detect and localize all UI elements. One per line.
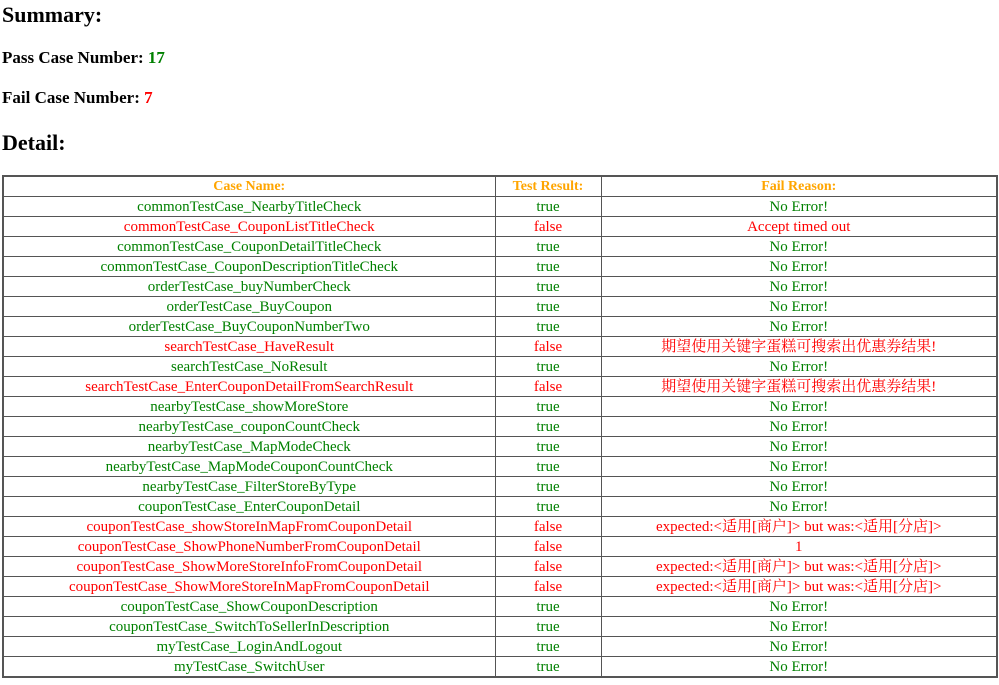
fail-reason-cell: No Error! <box>601 397 997 417</box>
case-name-cell: couponTestCase_ShowMoreStoreInMapFromCouponDetail <box>3 577 495 597</box>
fail-reason-cell: expected:<适用[商户]> but was:<适用[分店]> <box>601 517 997 537</box>
results-body <box>3 197 997 678</box>
fail-reason-cell: Accept timed out <box>601 217 997 237</box>
case-name-cell: couponTestCase_EnterCouponDetail <box>3 497 495 517</box>
test-result-cell: true <box>495 237 601 257</box>
table-header-row <box>3 176 997 197</box>
fail-reason-cell: 期望使用关键字蛋糕可搜索出优惠券结果! <box>601 337 997 357</box>
fail-reason-cell: No Error! <box>601 437 997 457</box>
test-result-cell: false <box>495 337 601 357</box>
pass-case-count: 17 <box>147 48 165 67</box>
fail-reason-cell: No Error! <box>601 237 997 257</box>
pass-case-label: Pass Case Number: <box>2 48 144 67</box>
column-header-case-name: Case Name: <box>3 176 495 197</box>
table-row <box>3 437 997 457</box>
table-row <box>3 597 997 617</box>
test-result-cell: false <box>495 577 601 597</box>
case-name-cell: orderTestCase_BuyCoupon <box>3 297 495 317</box>
test-result-cell: true <box>495 497 601 517</box>
test-result-cell: true <box>495 197 601 217</box>
test-result-cell: true <box>495 617 601 637</box>
case-name-cell: searchTestCase_NoResult <box>3 357 495 377</box>
table-row <box>3 237 997 257</box>
test-result-cell: false <box>495 517 601 537</box>
table-row <box>3 417 997 437</box>
table-row <box>3 257 997 277</box>
pass-case-line <box>2 48 165 68</box>
test-result-cell: true <box>495 477 601 497</box>
table-row <box>3 457 997 477</box>
fail-reason-cell: No Error! <box>601 617 997 637</box>
case-name-cell: nearbyTestCase_MapModeCheck <box>3 437 495 457</box>
table-row <box>3 617 997 637</box>
case-name-cell: couponTestCase_ShowCouponDescription <box>3 597 495 617</box>
test-result-cell: true <box>495 417 601 437</box>
fail-reason-cell: No Error! <box>601 457 997 477</box>
table-row <box>3 217 997 237</box>
test-result-cell: true <box>495 357 601 377</box>
column-header-fail-reason: Fail Reason: <box>601 176 997 197</box>
fail-reason-cell: 期望使用关键字蛋糕可搜索出优惠券结果! <box>601 377 997 397</box>
table-row <box>3 197 997 217</box>
fail-reason-cell: No Error! <box>601 297 997 317</box>
table-row <box>3 317 997 337</box>
case-name-cell: commonTestCase_NearbyTitleCheck <box>3 197 495 217</box>
table-row <box>3 277 997 297</box>
column-header-test-result: Test Result: <box>495 176 601 197</box>
test-result-cell: true <box>495 297 601 317</box>
fail-reason-cell: No Error! <box>601 637 997 657</box>
test-result-cell: false <box>495 377 601 397</box>
table-row <box>3 357 997 377</box>
table-row <box>3 477 997 497</box>
fail-reason-cell: No Error! <box>601 197 997 217</box>
case-name-cell: searchTestCase_EnterCouponDetailFromSearchResult <box>3 377 495 397</box>
fail-reason-cell: No Error! <box>601 497 997 517</box>
case-name-cell: couponTestCase_showStoreInMapFromCouponDetail <box>3 517 495 537</box>
table-row <box>3 657 997 678</box>
test-result-cell: true <box>495 257 601 277</box>
test-result-cell: true <box>495 437 601 457</box>
case-name-cell: myTestCase_LoginAndLogout <box>3 637 495 657</box>
fail-reason-cell: expected:<适用[商户]> but was:<适用[分店]> <box>601 577 997 597</box>
table-row <box>3 557 997 577</box>
test-result-cell: false <box>495 557 601 577</box>
table-row <box>3 337 997 357</box>
table-row <box>3 377 997 397</box>
test-result-cell: true <box>495 637 601 657</box>
table-row <box>3 397 997 417</box>
fail-reason-cell: 1 <box>601 537 997 557</box>
case-name-cell: commonTestCase_CouponDescriptionTitleCheck <box>3 257 495 277</box>
fail-case-label: Fail Case Number: <box>2 88 140 107</box>
fail-reason-cell: No Error! <box>601 357 997 377</box>
fail-case-line <box>2 88 153 108</box>
case-name-cell: couponTestCase_SwitchToSellerInDescription <box>3 617 495 637</box>
test-result-cell: true <box>495 317 601 337</box>
fail-reason-cell: No Error! <box>601 317 997 337</box>
case-name-cell: orderTestCase_BuyCouponNumberTwo <box>3 317 495 337</box>
fail-case-count: 7 <box>144 88 153 107</box>
fail-reason-cell: No Error! <box>601 657 997 678</box>
case-name-cell: nearbyTestCase_FilterStoreByType <box>3 477 495 497</box>
test-result-cell: true <box>495 657 601 678</box>
test-result-cell: false <box>495 537 601 557</box>
case-name-cell: commonTestCase_CouponListTitleCheck <box>3 217 495 237</box>
test-result-cell: true <box>495 597 601 617</box>
fail-reason-cell: No Error! <box>601 477 997 497</box>
case-name-cell: nearbyTestCase_couponCountCheck <box>3 417 495 437</box>
fail-reason-cell: No Error! <box>601 277 997 297</box>
case-name-cell: couponTestCase_ShowMoreStoreInfoFromCouponDetail <box>3 557 495 577</box>
test-result-cell: true <box>495 277 601 297</box>
test-result-cell: false <box>495 217 601 237</box>
table-row <box>3 637 997 657</box>
fail-reason-cell: No Error! <box>601 257 997 277</box>
fail-reason-cell: No Error! <box>601 417 997 437</box>
results-table <box>2 175 998 678</box>
table-row <box>3 297 997 317</box>
table-row <box>3 537 997 557</box>
case-name-cell: searchTestCase_HaveResult <box>3 337 495 357</box>
table-row <box>3 497 997 517</box>
test-result-cell: true <box>495 457 601 477</box>
fail-reason-cell: expected:<适用[商户]> but was:<适用[分店]> <box>601 557 997 577</box>
fail-reason-cell: No Error! <box>601 597 997 617</box>
case-name-cell: nearbyTestCase_MapModeCouponCountCheck <box>3 457 495 477</box>
case-name-cell: orderTestCase_buyNumberCheck <box>3 277 495 297</box>
test-result-cell: true <box>495 397 601 417</box>
table-row <box>3 517 997 537</box>
case-name-cell: nearbyTestCase_showMoreStore <box>3 397 495 417</box>
case-name-cell: commonTestCase_CouponDetailTitleCheck <box>3 237 495 257</box>
case-name-cell: couponTestCase_ShowPhoneNumberFromCouponDetail <box>3 537 495 557</box>
detail-heading: Detail: <box>2 130 66 155</box>
summary-heading: Summary: <box>2 2 103 27</box>
table-row <box>3 577 997 597</box>
case-name-cell: myTestCase_SwitchUser <box>3 657 495 678</box>
